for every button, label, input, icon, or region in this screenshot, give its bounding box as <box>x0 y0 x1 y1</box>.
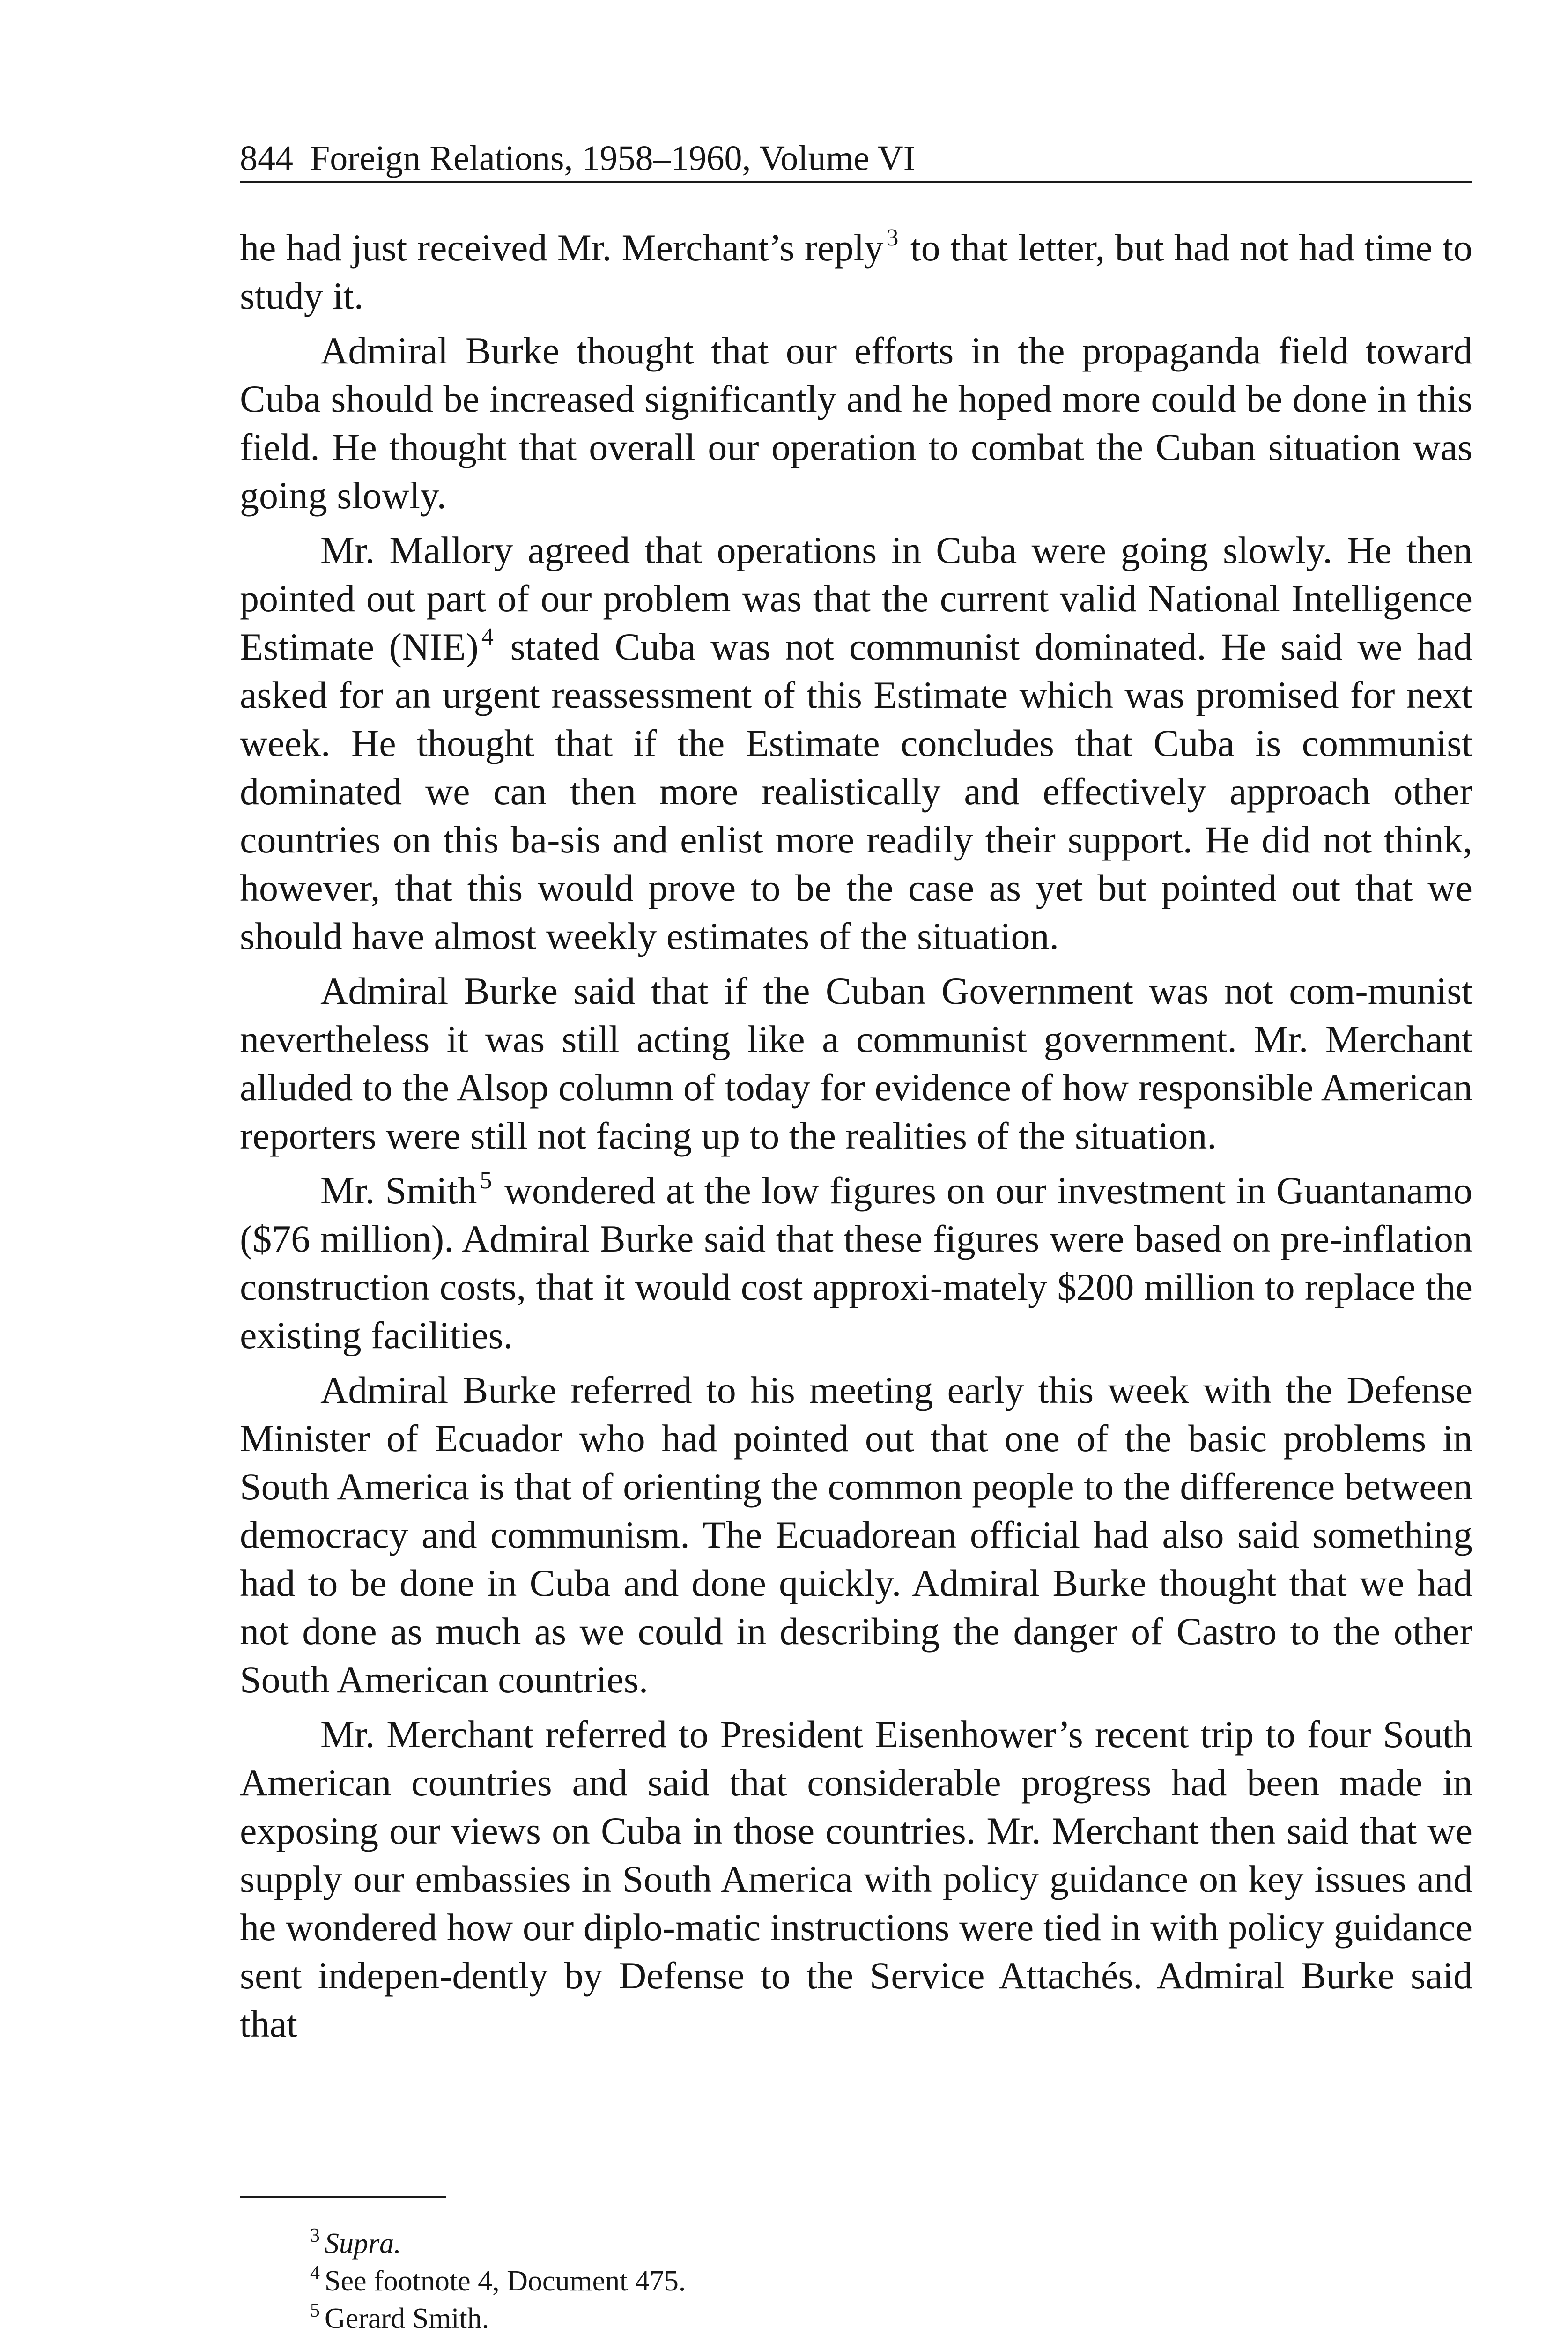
footnote-text: See footnote 4, Document 475. <box>325 2265 686 2297</box>
paragraph: Admiral Burke thought that our efforts in the propaganda field toward Cuba should be increased significantly and he hoped more could be done in this field. He thought that overall our operation to combat the Cuban situation was going slowly. <box>240 329 1472 517</box>
footnote-mark: 5 <box>310 2300 320 2321</box>
page-number: 844 <box>240 139 293 178</box>
running-title: Foreign Relations, 1958–1960, Volume VI <box>310 139 915 178</box>
paragraph: Admiral Burke referred to his meeting early this week with the Defense Minister of Ecuador who had pointed out that one of the basic problems in South America is that of orienting the common people to the difference between democracy and communism. The Ecuadorean official had also said something had to be done in Cuba and done quickly. Admiral Burke thought that we had not done as much as we could in describing the danger of Castro to the other South American countries. <box>240 1369 1472 1701</box>
footnote-divider <box>240 2196 446 2198</box>
footnote-reference: 5 <box>480 1167 492 1194</box>
running-header <box>240 136 1472 183</box>
footnote <box>310 2300 686 2337</box>
body-text <box>240 223 1472 2048</box>
footnote <box>310 2262 686 2300</box>
paragraph: Mr. Smith $^5$ wondered at the low figures on our investment in Guantanamo ($76 million). Admiral Burke said that these figures were based on pre-inflation construction costs, that it would cost approxi-mately $200 million to replace the existing facilities. <box>240 1167 1472 1356</box>
footnote-text: Supra. <box>325 2228 401 2260</box>
footnote-reference: 3 <box>886 224 899 251</box>
footnote-reference: 4 <box>481 623 494 650</box>
footnote <box>310 2225 686 2262</box>
paragraph: Admiral Burke said that if the Cuban Government was not com-munist nevertheless it was still acting like a communist government. Mr. Merchant alluded to the Alsop column of today for evidence of how responsible American reporters were still not facing up to the realities of the situation. <box>240 970 1472 1157</box>
footnote-mark: 4 <box>310 2262 320 2284</box>
document-page <box>240 136 1472 2335</box>
paragraph: Mr. Mallory agreed that operations in Cuba were going slowly. He then pointed out part of our problem was that the current valid National Intelligence Estimate (NIE) $^4$ stated Cuba was not communist dominated. He said we had asked for an urgent reassessment of this Estimate which was promised for next week. He thought that if the Estimate concludes that Cuba is communist dominated we can then more realistically and effectively approach other countries on this ba-sis and enlist more readily their support. He did not think, however, that this would prove to be the case as yet but pointed out that we should have almost weekly estimates of the situation. <box>240 529 1472 957</box>
footnotes <box>310 2225 686 2337</box>
paragraph: Mr. Merchant referred to President Eisenhower’s recent trip to four South American countries and said that considerable progress had been made in exposing our views on Cuba in those countries. Mr. Merchant then said that we supply our embassies in South America with policy guidance on key issues and he wondered how our diplo-matic instructions were tied in with policy guidance sent indepen-dently by Defense to the Service Attachés. Admiral Burke said that <box>240 1713 1472 2045</box>
paragraph: he had just received Mr. Merchant’s reply $^3$ to that letter, but had not had time to study it. <box>240 224 1472 317</box>
footnote-text: Gerard Smith. <box>325 2303 489 2335</box>
footnote-mark: 3 <box>310 2225 320 2246</box>
